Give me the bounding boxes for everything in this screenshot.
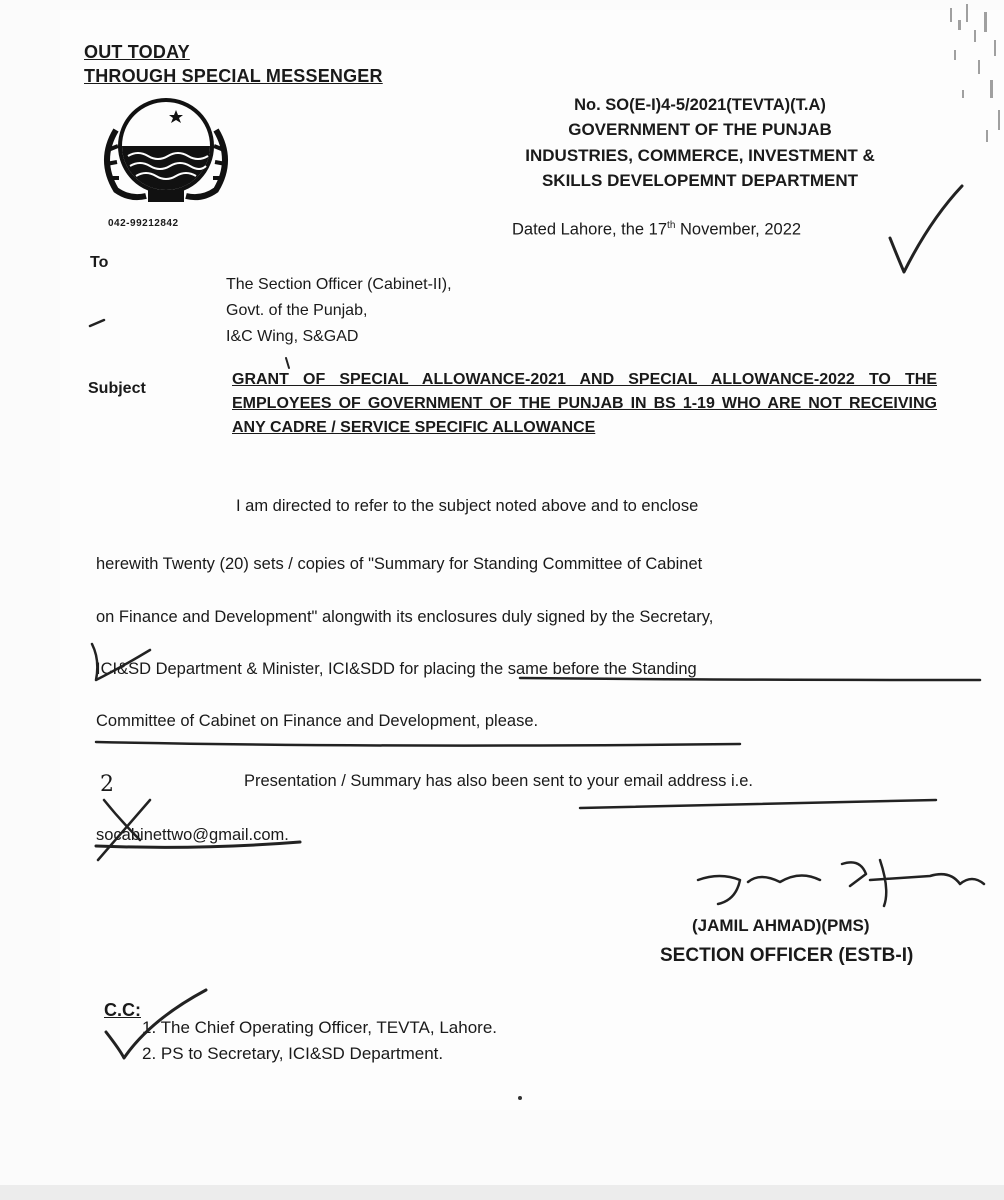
- cc-label: C.C:: [104, 1000, 141, 1020]
- letter-date: [512, 220, 801, 240]
- paragraph-2-number: 2: [100, 772, 114, 797]
- letterhead-department-line2: SKILLS DEVELOPEMNT DEPARTMENT: [541, 171, 859, 190]
- cc-item: [142, 1018, 497, 1038]
- body-line-1: I am directed to refer to the subject noted above and to enclose: [236, 497, 699, 515]
- body-line-5: Committee of Cabinet on Finance and Development, please.: [96, 712, 539, 730]
- date-ordinal-suffix: th: [667, 220, 676, 231]
- cc-item-number: 2.: [142, 1044, 157, 1063]
- recipient-line-1: The Section Officer (Cabinet-II),: [226, 276, 452, 293]
- body-line-3: on Finance and Development" alongwith its enclosures duly signed by the Secretary,: [96, 608, 714, 626]
- recipient-line-2: Govt. of the Punjab,: [226, 302, 368, 319]
- to-label: To: [90, 254, 109, 271]
- body-line-2: herewith Twenty (20) sets / copies of "Summary for Standing Committee of Cabinet: [96, 555, 703, 573]
- punjab-government-emblem-icon: [86, 90, 246, 210]
- cc-item-number: 1.: [142, 1018, 157, 1037]
- subject-label: Subject: [88, 380, 146, 397]
- cc-item: [142, 1044, 443, 1064]
- body-line-4: ICI&SD Department & Minister, ICI&SDD for placing the same before the Standing: [96, 660, 697, 678]
- dispatch-note-messenger: THROUGH SPECIAL MESSENGER: [84, 66, 383, 86]
- letterhead-government: GOVERNMENT OF THE PUNJAB: [568, 120, 832, 139]
- scan-edge-noise: [944, 0, 1004, 160]
- cc-item-text: The Chief Operating Officer, TEVTA, Lahore.: [160, 1018, 497, 1037]
- paragraph-2-line-1: Presentation / Summary has also been sent to your email address i.e.: [244, 772, 754, 790]
- reference-number: No. SO(E-I)4-5/2021(TEVTA)(T.A): [574, 96, 826, 114]
- office-phone-number: 042-99212842: [108, 218, 179, 229]
- dispatch-note-out-today: OUT TODAY: [84, 42, 190, 62]
- date-prefix: Dated Lahore, the 17: [512, 220, 668, 239]
- date-rest: November, 2022: [675, 220, 802, 239]
- letterhead-department-line1: INDUSTRIES, COMMERCE, INVESTMENT &: [525, 146, 875, 165]
- subject-text: GRANT OF SPECIAL ALLOWANCE-2021 AND SPECIAL ALLOWANCE-2022 TO THE EMPLOYEES OF GOVERNMENT OF THE PUNJAB IN BS 1-19 WHO ARE NOT RECEIVING ANY CADRE / SERVICE SPECIFIC ALLOWANCE: [232, 371, 937, 436]
- bottom-border: [0, 1185, 1004, 1200]
- email-address: socabinettwo@gmail.com.: [96, 826, 289, 844]
- signatory-title: SECTION OFFICER (ESTB-I): [660, 945, 914, 966]
- recipient-line-3: I&C Wing, S&GAD: [226, 328, 359, 345]
- cc-item-text: PS to Secretary, ICI&SD Department.: [160, 1044, 444, 1063]
- signatory-name: (JAMIL AHMAD)(PMS): [692, 916, 870, 935]
